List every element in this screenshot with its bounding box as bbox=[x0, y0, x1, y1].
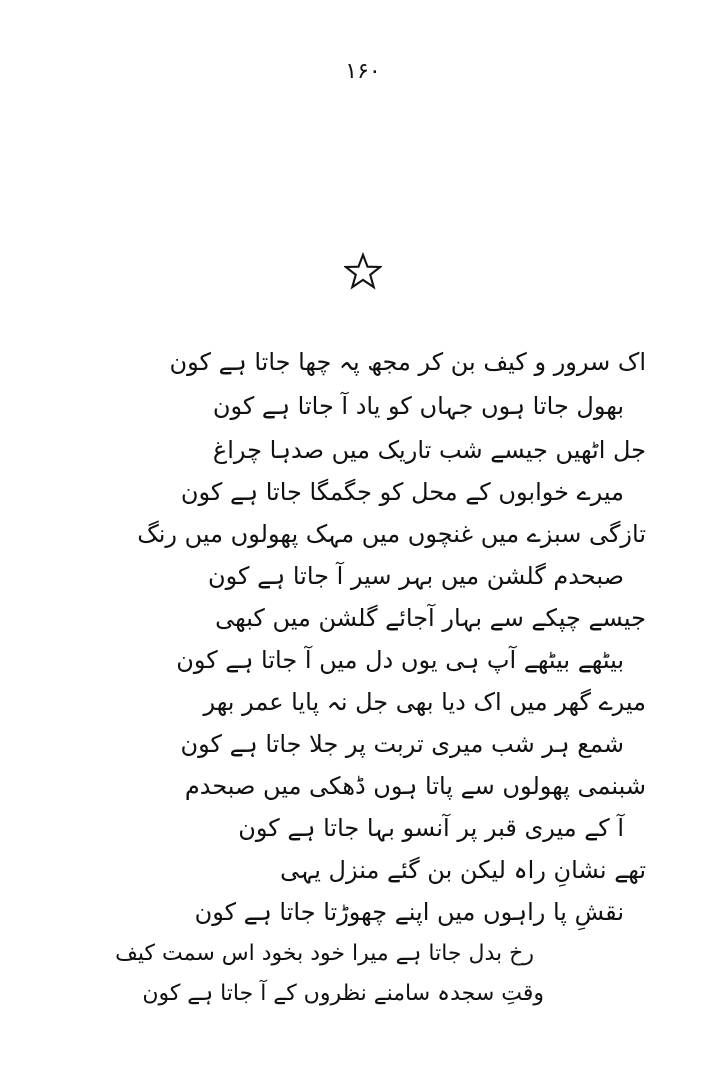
star-outline-icon bbox=[344, 252, 382, 290]
verse-line: جل اٹھیں جیسے شب تاریک میں صدہا چراغ bbox=[212, 436, 646, 464]
verse-line: وقتِ سجدہ سامنے نظروں کے آ جاتا ہے کون bbox=[142, 981, 544, 1006]
verse-line: رخ بدل جاتا ہے میرا خود بخود اس سمت کیف bbox=[115, 941, 534, 966]
verse-line: تازگی سبزے میں غنچوں میں مہک پھولوں میں رنگ bbox=[137, 520, 646, 548]
verse-line: شمع ہر شب میری تربت پر جلا جاتا ہے کون bbox=[180, 730, 624, 758]
verse-line: تھے نشانِ راہ لیکن بن گئے منزل یہی bbox=[280, 856, 646, 884]
page-number: ۱۶۰ bbox=[345, 59, 381, 84]
verse-line: میرے خوابوں کے محل کو جگمگا جاتا ہے کون bbox=[180, 478, 624, 506]
verse-line: نقشِ پا راہوں میں اپنے چھوڑتا جاتا ہے کون bbox=[194, 898, 624, 926]
verse-line: آ کے میری قبر پر آنسو بہا جاتا ہے کون bbox=[238, 814, 624, 842]
verse-line: بیٹھے بیٹھے آپ ہی یوں دل میں آ جاتا ہے کون bbox=[176, 646, 624, 674]
verse-line: صبحدم گلشن میں بہر سیر آ جاتا ہے کون bbox=[208, 562, 624, 590]
verse-line: میرے گھر میں اک دیا بھی جل نہ پایا عمر بھر bbox=[203, 688, 646, 716]
verse-line: شبنمی پھولوں سے پاتا ہوں ڈھکی میں صبحدم bbox=[184, 772, 646, 800]
verse-line: جیسے چپکے سے بہار آجائے گلشن میں کبھی bbox=[215, 604, 646, 632]
verse-line: اک سرور و کیف بن کر مجھ پہ چھا جاتا ہے کون bbox=[169, 348, 646, 376]
verse-line: بھول جاتا ہوں جہاں کو یاد آ جاتا ہے کون bbox=[212, 392, 624, 420]
